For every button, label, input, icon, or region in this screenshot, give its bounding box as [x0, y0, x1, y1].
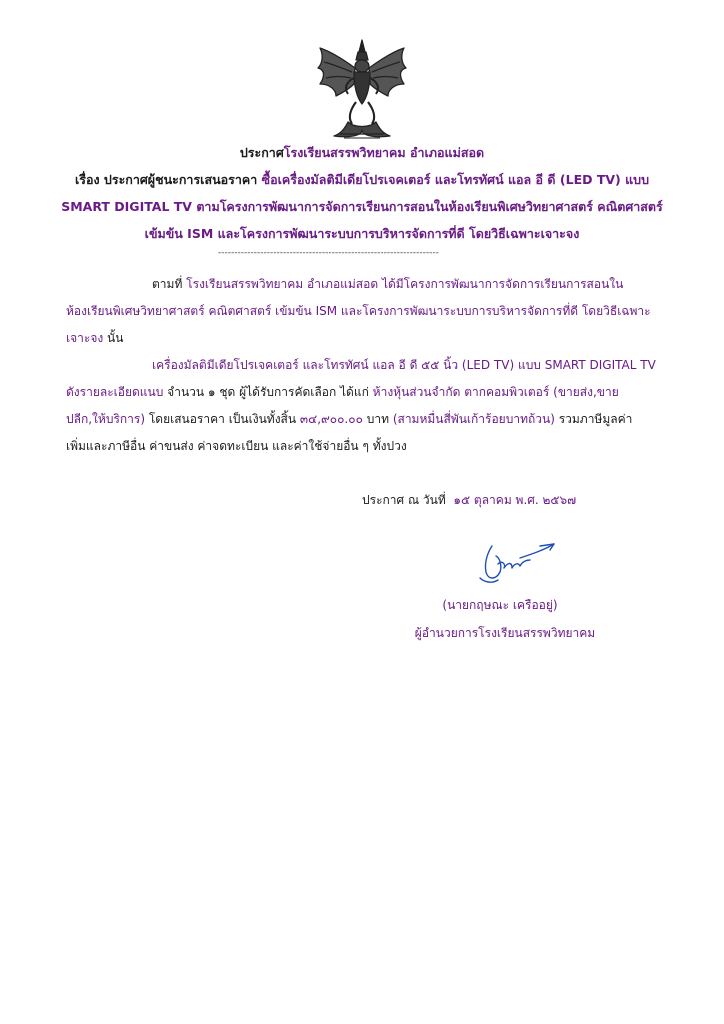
- paragraph2-line2: [66, 383, 619, 401]
- divider: --------------------------------------------------------------------: [218, 248, 439, 258]
- subject-line-2: SMART DIGITAL TV ตามโครงการพัฒนาการจัดการเรียนการสอนในห้องเรียนพิเศษวิทยาศาสตร์ คณิตศาสตร์: [61, 199, 663, 214]
- paragraph1-line3: [66, 329, 123, 347]
- p2-l2-a: ดังรายละเอียดแนบ: [66, 385, 164, 399]
- announcement-title: [40, 144, 684, 162]
- subject-text: ซื้อเครื่องมัลติมีเดียโปรเจคเตอร์ และโทรทัศน์ แอล อี ดี (LED TV) แบบ: [261, 172, 650, 187]
- announce-date: ๑๕ ตุลาคม พ.ศ. ๒๕๖๗: [453, 493, 577, 507]
- p2-l3-b: โดยเสนอราคา เป็นเงินทั้งสิ้น: [145, 412, 300, 426]
- p1-l3-b: นั้น: [103, 331, 124, 345]
- signatory-position: ผู้อำนวยการโรงเรียนสรรพวิทยาคม: [414, 626, 596, 640]
- subject-line-3: เข้มข้น ISM และโครงการพัฒนาระบบการบริหารจัดการที่ดี โดยวิธีเฉพาะเจาะจง: [144, 226, 580, 241]
- announce-date-line: [362, 491, 576, 509]
- p2-l3-f: รวมภาษีมูลค่า: [554, 412, 633, 426]
- title-prefix: ประกาศ: [239, 145, 284, 160]
- subject-line-1: [40, 171, 684, 189]
- signature-image: [470, 538, 560, 588]
- p2-l3-d: บาท: [362, 412, 393, 426]
- paragraph2-line4: เพิ่มและภาษีอื่น ค่าขนส่ง ค่าจดทะเบียน และค่าใช้จ่ายอื่น ๆ ทั้งปวง: [66, 439, 407, 453]
- price-in-words: (สามหมื่นสี่พันเก้าร้อยบาทถ้วน): [392, 412, 555, 426]
- p2-l3-a: ปลีก,ให้บริการ): [66, 412, 146, 426]
- subject-label: เรื่อง ประกาศผู้ชนะการเสนอราคา: [74, 172, 258, 187]
- garuda-emblem-icon: [314, 38, 410, 142]
- p2-l2-b: จำนวน ๑ ชุด ผู้ได้รับการคัดเลือก ได้แก่: [163, 385, 373, 399]
- p1-l1-a: ตามที่: [152, 277, 187, 291]
- announce-label: ประกาศ ณ วันที่: [362, 493, 446, 507]
- school-name: โรงเรียนสรรพวิทยาคม อำเภอแม่สอด: [283, 145, 485, 160]
- paragraph2-line1: เครื่องมัลติมีเดียโปรเจคเตอร์ และโทรทัศน์ แอล อี ดี ๕๕ นิ้ว (LED TV) แบบ SMART DIGITAL TV: [152, 358, 656, 372]
- signatory-name: (นายกฤษณะ เครืออยู่): [442, 598, 558, 612]
- p1-l3-a: เจาะจง: [66, 331, 104, 345]
- paragraph2-line3: [66, 410, 632, 428]
- p1-l1-b: โรงเรียนสรรพวิทยาคม อำเภอแม่สอด ได้มีโครงการพัฒนาการจัดการเรียนการสอนใน: [186, 277, 624, 291]
- paragraph1-line1: [152, 275, 623, 293]
- price-amount: ๓๔,๙๐๐.๐๐: [299, 412, 363, 426]
- p2-l2-c: ห้างหุ้นส่วนจำกัด ตากคอมพิวเตอร์ (ขายส่ง,ขาย: [372, 385, 619, 399]
- paragraph1-line2: ห้องเรียนพิเศษวิทยาศาสตร์ คณิตศาสตร์ เข้มข้น ISM และโครงการพัฒนาระบบการบริหารจัดการที่ดี โดยวิธีเฉพาะ: [66, 304, 651, 318]
